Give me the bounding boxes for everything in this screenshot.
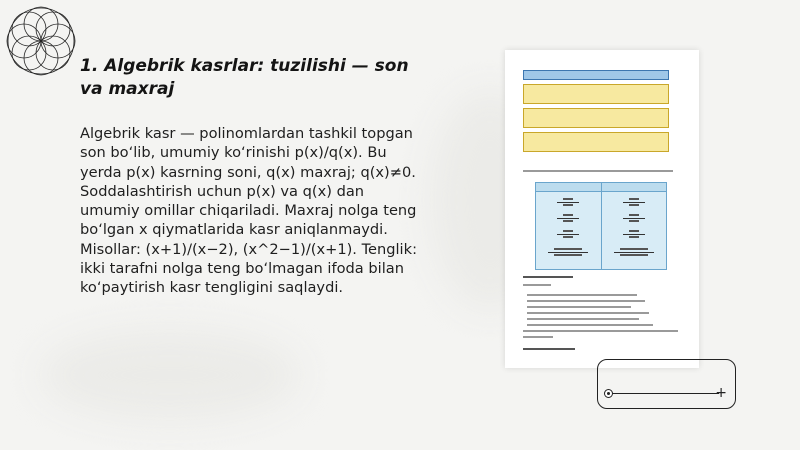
document-heading-line xyxy=(523,348,575,350)
document-text-line xyxy=(523,284,551,286)
document-table xyxy=(535,182,667,270)
document-text-line xyxy=(523,170,673,172)
document-banner xyxy=(523,108,669,128)
document-table-column xyxy=(602,192,667,269)
document-list-line xyxy=(527,300,645,302)
document-list-line xyxy=(527,312,649,314)
document-list-line xyxy=(527,324,653,326)
slide-title: 1. Algebrik kasrlar: tuzilishi — son va maxraj xyxy=(80,56,409,99)
background-smudge xyxy=(40,330,300,420)
slide-body-text: Algebrik kasr — polinomlardan tashkil topgan son bo‘lib, umumiy ko‘rinishi p(x)/q(x). Bu yerda p(x) kasrning soni, q(x) maxraj; q(x)≠0. Soddalashtirish uchun p(x) va q(x) dan umumiy omillar chiqariladi. Maxraj nolga teng bo‘lgan x qiymatlarida kasr aniqlanmaydi. Misollar: (x+1)/(x−2), (x^2−1)/(x+1). Tenglik: ikki tarafni nolga teng bo‘lmagan ifoda bilan ko‘paytirish kasr tengligini saqlaydi. xyxy=(80,125,417,297)
circle-dot-icon[interactable] xyxy=(604,389,613,398)
slider-track[interactable] xyxy=(608,393,719,394)
document-table-header xyxy=(536,183,666,192)
document-banner xyxy=(523,132,669,152)
document-table-column xyxy=(536,192,602,269)
document-list-line xyxy=(527,294,637,296)
document-heading-line xyxy=(523,276,573,278)
document-list-line xyxy=(527,306,631,308)
document-thumbnail xyxy=(505,50,699,368)
document-banner-header xyxy=(523,70,669,80)
media-control-box[interactable] xyxy=(597,359,736,409)
document-text-line xyxy=(523,330,678,332)
document-list-line xyxy=(527,318,639,320)
plus-icon[interactable]: + xyxy=(715,385,727,401)
document-banner xyxy=(523,84,669,104)
geometric-circle-logo xyxy=(6,6,76,76)
document-text-line xyxy=(523,336,553,338)
